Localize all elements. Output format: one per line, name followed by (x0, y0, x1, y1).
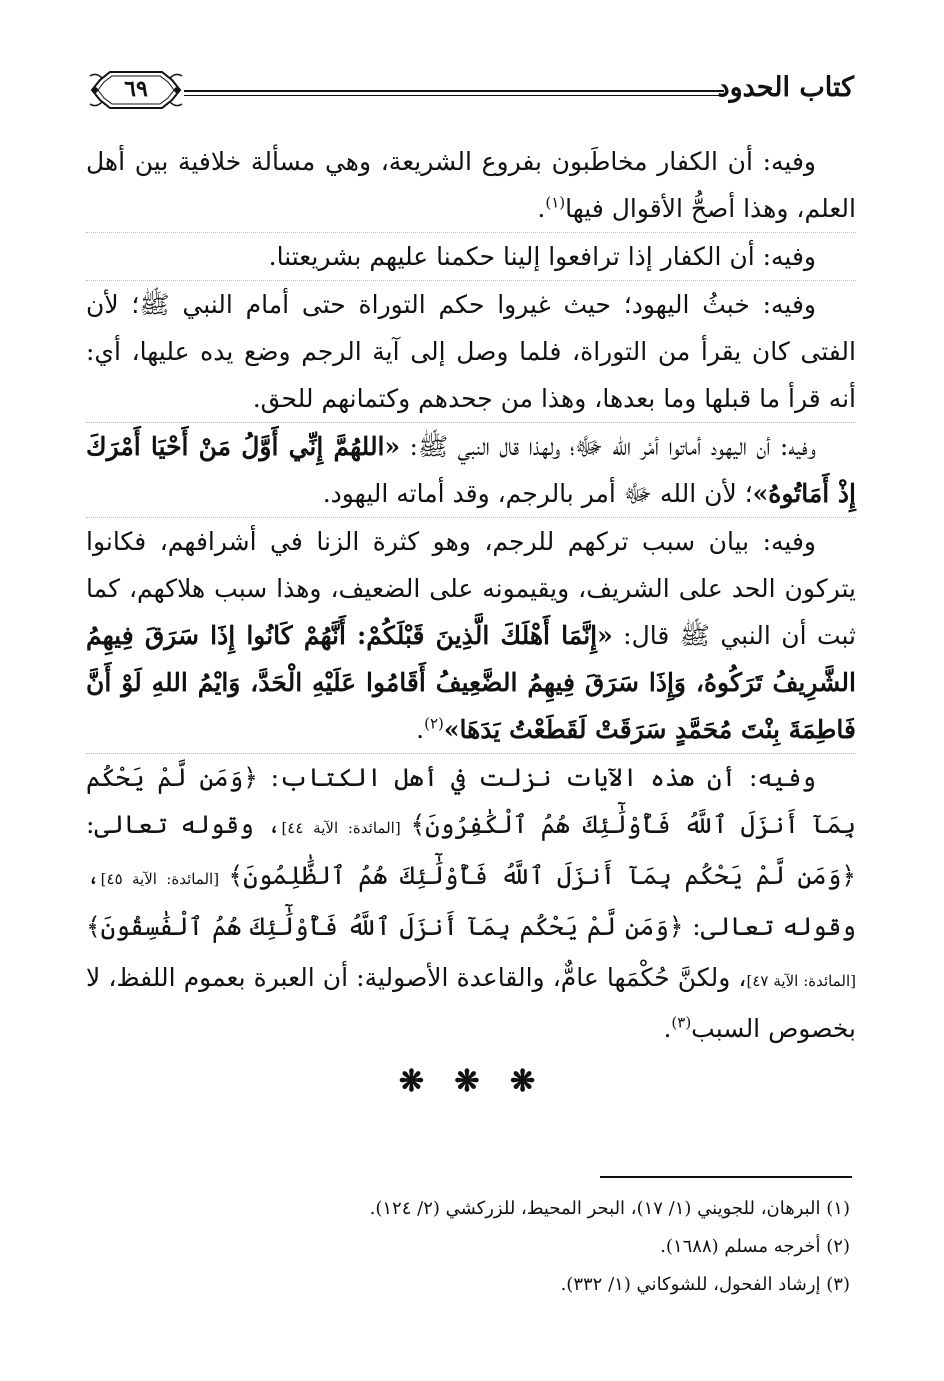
paragraph (86, 753, 856, 1052)
paragraph-text: أن الكفار مخاطَبون بفروع الشريعة، وهي مسألة خلافية بين أهل العلم، وهذا أصحُّ الأقوال فيها (86, 147, 856, 223)
paragraph-text: ، وقوله تعالى: (86, 861, 856, 941)
paragraph-text: . (416, 715, 425, 744)
page-number: ٦٩ (124, 76, 148, 102)
paragraph-lead: وفيه: (749, 527, 816, 556)
verse-reference: [المائدة: الآية ٤٥] (100, 870, 229, 888)
paragraph-text: ، وقوله تعالى: (86, 810, 282, 839)
paragraph (86, 232, 856, 280)
paragraph-lead: وفيه: (736, 763, 816, 792)
quran-verse: ﴿وَمَن لَّمْ يَحْكُم بِمَآ أَنزَلَ ٱللَّهُ فَأُوْلَٰٓئِكَ هُمُ ٱلْفَٰسِقُونَ﴾ (86, 912, 684, 941)
section-divider-ornament: ❋ ❋ ❋ (398, 1064, 546, 1099)
footnotes (120, 1190, 850, 1304)
paragraph-text: ، ولكنَّ حُكْمَها عامٌّ، والقاعدة الأصولية: أن العبرة بعموم اللفظ، لا بخصوص السبب (86, 963, 856, 1043)
paragraph (86, 422, 856, 517)
paragraph-text: . (537, 194, 546, 223)
footnote: (٢) أخرجه مسلم (١٦٨٨). (660, 1236, 850, 1257)
verse-reference: [المائدة: الآية ٤٧] (746, 972, 856, 990)
paragraph (86, 517, 856, 753)
footnote-separator (600, 1176, 852, 1178)
running-title: كتاب الحدود (717, 72, 854, 103)
quran-verse: ﴿وَمَن لَّمْ يَحْكُم بِمَآ أَنزَلَ ٱللَّهُ فَأُوْلَٰٓئِكَ هُمُ ٱلْكَٰفِرُونَ﴾ (86, 763, 856, 839)
page-header (88, 68, 854, 114)
main-text (86, 138, 856, 1052)
paragraph-lead: وفيه: (754, 242, 816, 271)
hadith-quote: «إِنَّمَا أَهْلَكَ الَّذِينَ قَبْلَكُمْ: أَنَّهُمْ كَانُوا إِذَا سَرَقَ فِيهِمُ الشَّرِيفُ تَرَكُوهُ، وَإِذَا سَرَقَ فِيهِمُ الضَّعِيفُ أَقَامُوا عَلَيْهِ الْحَدَّ، وَايْمُ اللهِ لَوْ أَنَّ فَاطِمَةَ بِنْتَ مُحَمَّدٍ سَرَقَتْ لَقَطَعْتُ يَدَهَا» (86, 621, 856, 744)
header-rule-thin (184, 95, 724, 96)
paragraph (86, 138, 856, 232)
paragraph-lead: وفيه: (770, 432, 816, 461)
paragraph-text: أن الكفار إذا ترافعوا إلينا حكمنا عليهم بشريعتنا. (268, 242, 755, 271)
footnote-reference: (١) (545, 193, 566, 212)
paragraph-lead: وفيه: (752, 147, 816, 176)
paragraph-text: خبثُ اليهود؛ حيث غيروا حكم التوراة حتى أمام النبي ﷺ؛ لأن الفتى كان يقرأ من التوراة، فلما وصل إلى آية الرجم وضع يده عليها، أي: أنه قرأ ما قبلها وما بعدها، وهذا من جحدهم وكتمانهم للحق. (86, 290, 856, 413)
footnote: (١) البرهان، للجويني (١/ ١٧)، البحر المحيط، للزركشي (٢/ ١٢٤). (369, 1198, 850, 1219)
paragraph-text: أن هذه الآيات نزلت في أهل الكتاب: (257, 763, 737, 792)
paragraph (86, 280, 856, 422)
quran-verse: ﴿وَمَن لَّمْ يَحْكُم بِمَآ أَنزَلَ ٱللَّهُ فَأُوْلَٰٓئِكَ هُمُ ٱلظَّٰلِمُونَ﴾ (228, 861, 856, 890)
footnote-reference: (٣) (671, 1013, 692, 1032)
footnote-reference: (٢) (424, 714, 444, 733)
paragraph-text: ؛ لأن الله ﷻ أمر بالرجم، وقد أماته اليهود. (322, 479, 753, 508)
hadith-quote: «اللهُمَّ إِنِّي أَوَّلُ مَنْ أَحْيَا أَمْرَكَ إِذْ أَمَاتُوهُ» (86, 432, 856, 508)
paragraph-lead: وفيه: (749, 290, 816, 319)
verse-reference: [المائدة: الآية ٤٤] (281, 819, 411, 837)
footnote: (٣) إرشاد الفحول، للشوكاني (١/ ٣٣٢). (560, 1274, 850, 1295)
paragraph-text: أن اليهود أماتوا أمْر الله ﷻ؛ ولهذا قال النبي ﷺ: (400, 432, 771, 461)
page-number-badge (88, 68, 184, 112)
paragraph-text: بيان سبب تركهم للرجم، وهو كثرة الزنا في أشرافهم، فكانوا يتركون الحد على الشريف، ويقيمونه على الضعيف، وهذا سبب هلاكهم، كما ثبت أن النبي ﷺ قال: (86, 527, 856, 650)
paragraph-text: . (663, 1014, 672, 1043)
header-rule (184, 90, 724, 92)
